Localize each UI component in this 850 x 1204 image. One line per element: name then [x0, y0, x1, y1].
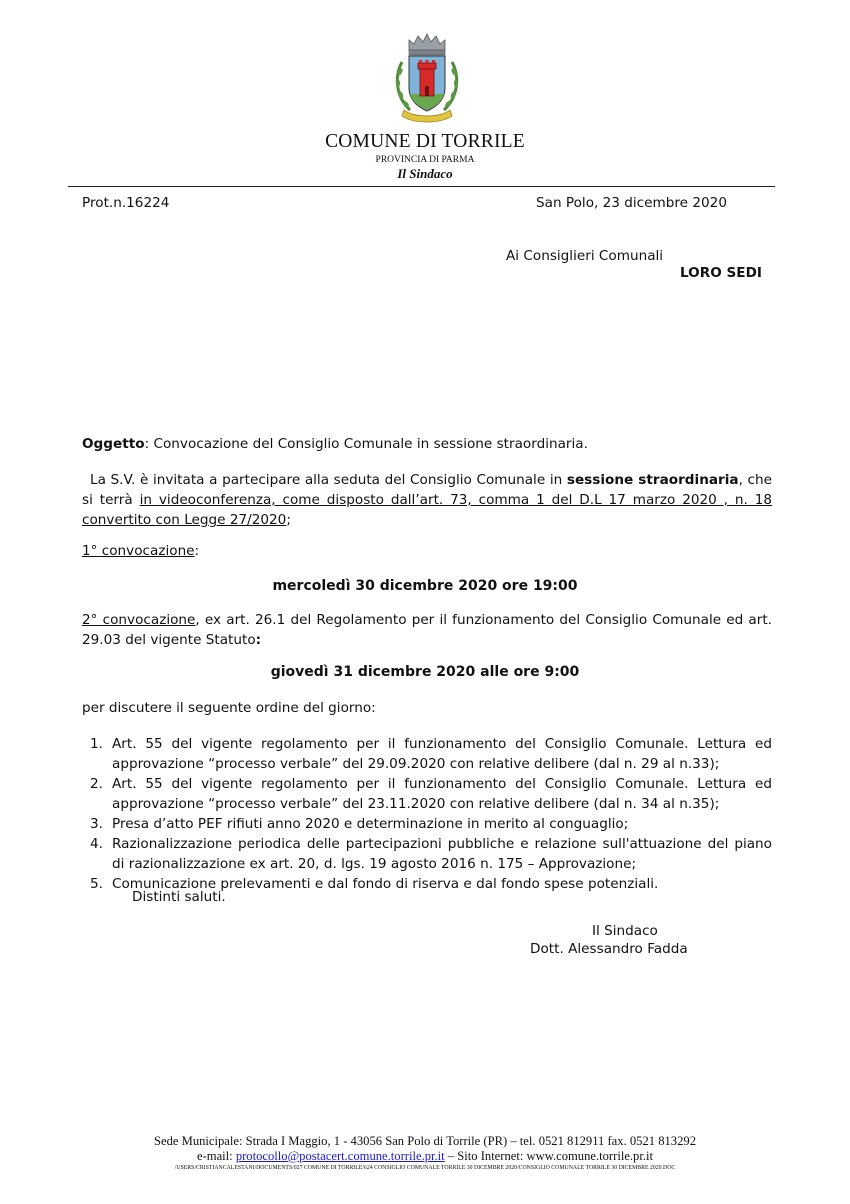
- second-call-title: 2° convocazione: [82, 612, 196, 628]
- subject-label: Oggetto: [82, 436, 145, 452]
- intro-legal-reference: in videoconferenza, come disposto dall’art. 73, comma 1 del D.L 17 marzo 2020 , n. 18 convertito con Legge 27/2020: [82, 492, 772, 528]
- agenda-item-text: Presa d’atto PEF rifiuti anno 2020 e determinazione in merito al conguaglio;: [112, 816, 629, 832]
- closing-greeting: Distinti saluti.: [132, 889, 226, 905]
- recipients-location: LORO SEDI: [680, 265, 762, 281]
- agenda-item-number: 1.: [90, 736, 103, 752]
- footer-website: – Sito Internet: www.comune.torrile.pr.it: [444, 1149, 653, 1163]
- agenda-item-text: Comunicazione prelevamenti e dal fondo di riserva e dal fondo spese potenziali.: [112, 876, 659, 892]
- intro-text-1: La S.V. è invitata a partecipare alla seduta del Consiglio Comunale in: [90, 472, 567, 488]
- protocol-number: Prot.n.16224: [82, 195, 170, 211]
- signature-role: Il Sindaco: [592, 923, 658, 939]
- second-call-text: , ex art. 26.1 del Regolamento per il funzionamento del Consiglio Comunale ed art. 29.03 del vigente Statuto: [82, 612, 772, 648]
- first-call-label: [82, 541, 199, 561]
- footer-address: Sede Municipale: Strada I Maggio, 1 - 43056 San Polo di Torrile (PR) – tel. 0521 812911 fax. 0521 813292: [154, 1134, 696, 1148]
- intro-session-type: sessione straordinaria: [566, 472, 739, 488]
- intro-end: ;: [286, 512, 291, 528]
- intro-paragraph: [82, 470, 772, 530]
- municipality-name: COMUNE DI TORRILE: [325, 131, 525, 152]
- subject-line: [82, 434, 588, 454]
- second-call-datetime: giovedì 31 dicembre 2020 alle ore 9:00: [270, 664, 580, 680]
- first-call-title: 1° convocazione: [82, 543, 195, 559]
- agenda-item: [82, 734, 772, 774]
- footer-email-link[interactable]: protocollo@postacert.comune.torrile.pr.it: [235, 1149, 445, 1163]
- agenda-item: [82, 814, 772, 834]
- intro-text-2: , che si terrà: [82, 472, 772, 508]
- agenda-intro: per discutere il seguente ordine del giorno:: [82, 700, 376, 716]
- province-name: PROVINCIA DI PARMA: [375, 155, 475, 165]
- second-call-paragraph: [82, 610, 772, 650]
- agenda-item-number: 5.: [90, 876, 103, 892]
- first-call-datetime: mercoledì 30 dicembre 2020 ore 19:00: [272, 578, 578, 594]
- place-and-date: San Polo, 23 dicembre 2020: [536, 195, 727, 211]
- footer-file-path: /USERS/CRISTIANCALESTANI/DOCUMENTS/027 COMUNE DI TORRILE/624 CONSIGLIO COMUNALE TORRILE 30 DICEMBRE 2020/CONSIGLIO COMUNALE TORRILE 30 DICEMBRE 2020.DOC: [174, 1165, 676, 1171]
- agenda-list: [82, 734, 772, 894]
- agenda-item-text: Razionalizzazione periodica delle partecipazioni pubbliche e relazione sull'attuazione del piano di razionalizzazione ex art. 20, d. lgs. 19 agosto 2016 n. 175 – Approvazione;: [112, 836, 772, 872]
- footer-email-label: e-mail:: [196, 1149, 236, 1163]
- agenda-item: [82, 834, 772, 874]
- first-call-colon: :: [194, 543, 200, 559]
- second-call-colon: :: [255, 632, 262, 648]
- recipients: Ai Consiglieri Comunali: [506, 248, 664, 264]
- agenda-item-number: 2.: [90, 776, 103, 792]
- agenda-item-number: 3.: [90, 816, 103, 832]
- agenda-item-text: Art. 55 del vigente regolamento per il funzionamento del Consiglio Comunale. Lettura ed approvazione “processo verbale” del 23.11.2020 con relative delibere (dal n. 34 al n.35);: [112, 776, 772, 812]
- agenda-item-text: Art. 55 del vigente regolamento per il funzionamento del Consiglio Comunale. Lettura ed approvazione “processo verbale” del 29.09.2020 con relative delibere (dal n. 29 al n.33);: [112, 736, 772, 772]
- signature-name: Dott. Alessandro Fadda: [530, 941, 688, 957]
- header-divider: [68, 186, 775, 187]
- municipal-coat-of-arms-icon: [392, 32, 462, 124]
- agenda-item-number: 4.: [90, 836, 103, 852]
- footer-contacts: [0, 1149, 850, 1164]
- agenda-item: [82, 774, 772, 814]
- office-name: Il Sindaco: [397, 166, 453, 181]
- subject-text: : Convocazione del Consiglio Comunale in sessione straordinaria.: [144, 436, 588, 452]
